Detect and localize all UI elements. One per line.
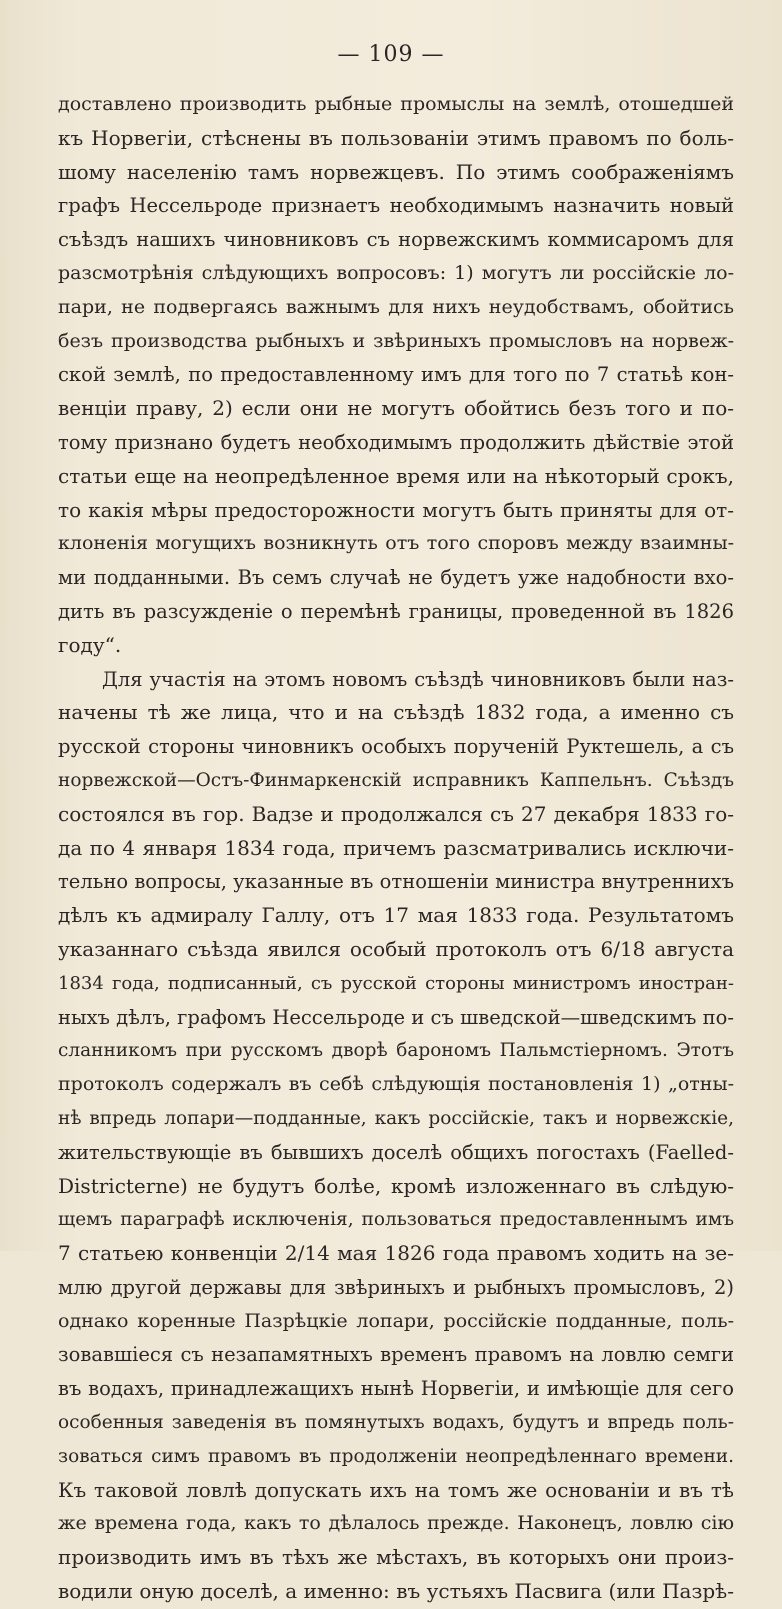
text-line: тельно вопросы, указанные въ отношеніи министра внутреннихъ (58, 870, 734, 894)
text-line: млю другой державы для звѣриныхъ и рыбныхъ промысловъ, 2) (58, 1275, 734, 1299)
text-line: однако коренные Пазрѣцкіе лопари, россійскіе подданные, поль- (58, 1309, 734, 1332)
text-line: клоненія могущихъ возникнуть отъ того споровъ между взаимны- (58, 532, 734, 555)
text-line: производить имъ въ тѣхъ же мѣстахъ, въ которыхъ они произ- (58, 1545, 734, 1570)
text-line: въ водахъ, принадлежащихъ нынѣ Норвегіи, и имѣющіе для сего (58, 1377, 734, 1401)
text-line: жительствующіе въ бывшихъ доселѣ общихъ погостахъ (Faelled- (58, 1140, 734, 1164)
text-line: графъ Нессельроде признаетъ необходимымъ назначить новый (58, 194, 734, 218)
text-line: ми подданными. Въ семъ случаѣ не будетъ уже надобности вхо- (58, 566, 734, 590)
text-line: году“. (58, 632, 122, 657)
text-line: доставлено производить рыбные промыслы на землѣ, отошедшей (58, 93, 734, 115)
text-line: съѣздъ нашихъ чиновниковъ съ норвежскимъ коммисаромъ для (58, 228, 734, 252)
paragraph-start-line: Для участія на этомъ новомъ съѣздѣ чиновниковъ были наз- (102, 667, 734, 691)
body-text (58, 88, 734, 1609)
text-line: Districterne) не будутъ болѣе, кромѣ изложеннаго въ слѣдую- (58, 1173, 734, 1198)
text-line: сланникомъ при русскомъ дворѣ барономъ Пальмстіерномъ. Этотъ (58, 1040, 734, 1062)
text-line: водили оную доселѣ, а именно: въ устьяхъ Пасвига (или Пазрѣ- (58, 1579, 734, 1604)
text-line: Къ таковой ловлѣ допускать ихъ на томъ же основаніи и въ тѣ (58, 1477, 734, 1502)
text-line: нѣ впредь лопари—подданные, какъ россійскіе, такъ и норвежскіе, (58, 1107, 734, 1129)
text-line: безъ производства рыбныхъ и звѣриныхъ промысловъ на норвеж- (58, 329, 734, 352)
text-line: пари, не подвергаясь важнымъ для нихъ неудобствамъ, обойтись (58, 295, 734, 318)
text-line: тому признано будетъ необходимымъ продолжить дѣйствіе этой (58, 430, 734, 454)
text-line: статьи еще на неопредѣленное время или на нѣкоторый срокъ, (58, 463, 734, 488)
text-line: щемъ параграфѣ исключенія, пользоваться предоставленнымъ имъ (58, 1209, 734, 1231)
text-line: ныхъ дѣлъ, графомъ Нессельроде и съ шведской—шведскимъ по- (58, 1005, 734, 1029)
text-line: протоколъ содержалъ въ себѣ слѣдующія постановленія 1) „отны- (58, 1073, 734, 1096)
text-line: венціи праву, 2) если они не могутъ обойтись безъ того и по- (58, 396, 734, 421)
text-line: дить въ разсужденіе о перемѣнѣ границы, проведенной въ 1826 (58, 599, 734, 623)
text-line: же времена года, какъ то дѣлалось прежде. Наконецъ, ловлю сію (58, 1512, 734, 1535)
text-line: 1834 года, подписанный, съ русской стороны министромъ иностран- (58, 972, 734, 994)
page-number: — 109 — (337, 42, 445, 67)
text-line: шому населенію тамъ норвежцевъ. По этимъ соображеніямъ (58, 159, 734, 184)
text-line: дѣлъ къ адмиралу Галлу, отъ 17 мая 1833 года. Результатомъ (58, 903, 734, 928)
text-line: зовавшіеся съ незапамятныхъ временъ правомъ на ловлю семги (58, 1343, 734, 1367)
text-line: особенныя заведенія въ помянутыхъ водахъ, будутъ и впредь поль- (58, 1412, 734, 1434)
text-line: норвежской—Остъ-Финмаркенскій исправникъ Каппельнъ. Съѣздъ (58, 769, 734, 791)
text-line: начены тѣ же лица, что и на съѣздѣ 1832 года, а именно съ (58, 700, 734, 725)
text-line: состоялся въ гор. Вадзе и продолжался съ 27 декабря 1833 го- (58, 801, 734, 826)
text-line: указаннаго съѣзда явился особый протоколъ отъ 6/18 августа (58, 936, 734, 961)
text-line: къ Норвегіи, стѣснены въ пользованіи этимъ правомъ по боль- (58, 125, 734, 150)
text-line: русской стороны чиновникъ особыхъ порученій Руктешель, а съ (58, 735, 734, 759)
text-line: разсмотрѣнія слѣдующихъ вопросовъ: 1) могутъ ли россійскіе ло- (58, 261, 734, 284)
text-line: да по 4 января 1834 года, причемъ разсматривались исключи- (58, 835, 734, 860)
text-line: 7 статьею конвенціи 2/14 мая 1826 года правомъ ходить на зе- (58, 1241, 734, 1266)
text-line: то какія мѣры предосторожности могутъ быть приняты для от- (58, 497, 734, 522)
text-line: ской землѣ, по предоставленному имъ для того по 7 статьѣ кон- (58, 363, 734, 387)
text-line: зоваться симъ правомъ въ продолженіи неопредѣленнаго времени. (58, 1445, 734, 1467)
